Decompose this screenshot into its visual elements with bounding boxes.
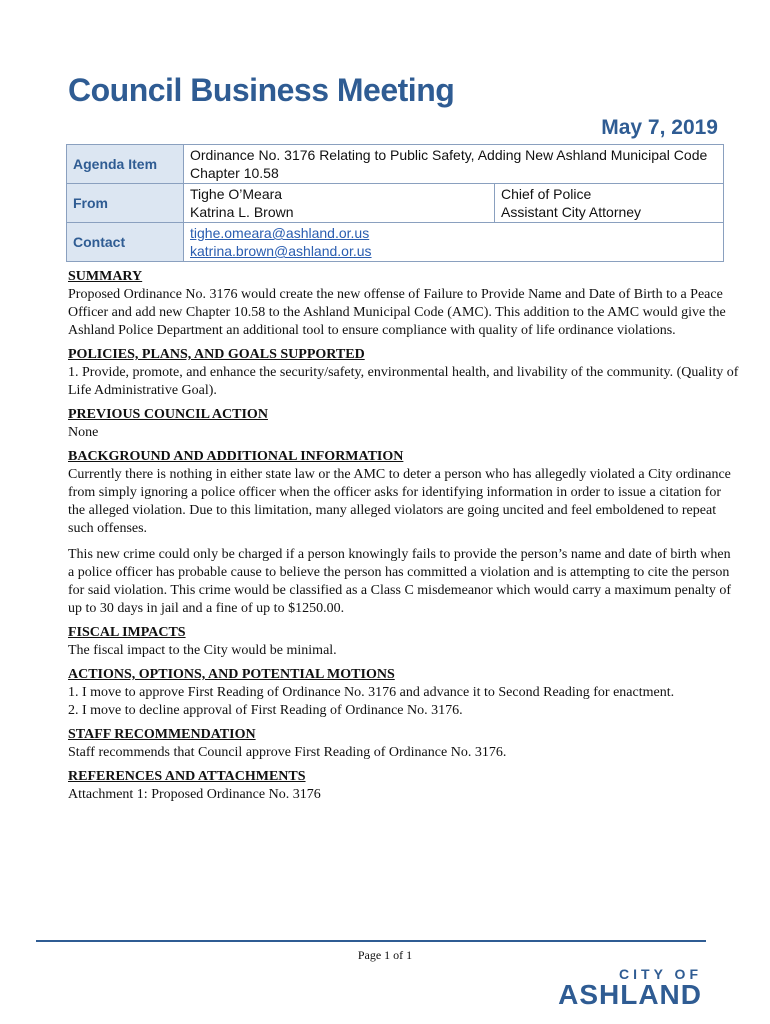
fiscal-text: The fiscal impact to the City would be minimal. (68, 643, 337, 658)
actions-section (68, 666, 740, 720)
staff-recommendation-text: Staff recommends that Council approve First Reading of Ordinance No. 3176. (68, 745, 507, 760)
agenda-item-value: Ordinance No. 3176 Relating to Public Safety, Adding New Ashland Municipal Code Chapter 10.58 (184, 145, 724, 184)
references-text: Attachment 1: Proposed Ordinance No. 3176 (68, 787, 321, 802)
summary-text: Proposed Ordinance No. 3176 would create the new offense of Failure to Provide Name and Date of Birth to a Peace Officer and add new Chapter 10.58 to the Ashland Municipal Code (AMC). This addition to the AMC would give the Ashland Police Department an additional tool to ensure compliance with quality of life ordinance violations. (68, 287, 726, 338)
summary-section (68, 268, 740, 340)
fiscal-section (68, 624, 740, 660)
summary-heading: SUMMARY (68, 269, 143, 284)
actions-heading: ACTIONS, OPTIONS, AND POTENTIAL MOTIONS (68, 667, 395, 682)
references-heading: REFERENCES AND ATTACHMENTS (68, 769, 306, 784)
contact-email-link-2[interactable]: katrina.brown@ashland.or.us (190, 243, 372, 259)
fiscal-heading: FISCAL IMPACTS (68, 625, 186, 640)
agenda-item-label: Agenda Item (67, 145, 184, 184)
from-title-2: Assistant City Attorney (501, 204, 642, 220)
meeting-date: May 7, 2019 (601, 116, 718, 139)
previous-action-text: None (68, 425, 99, 440)
from-name-1: Tighe O’Meara (190, 186, 283, 202)
logo-ashland: ASHLAND (558, 979, 702, 1010)
city-logo (558, 966, 702, 1008)
motion-item-1: 1. I move to approve First Reading of Ordinance No. 3176 and advance it to Second Reading for enactment. (68, 685, 675, 700)
page-number: Page 1 of 1 (357, 948, 413, 962)
background-paragraph-1: Currently there is nothing in either state law or the AMC to deter a person who has allegedly violated a City ordinance from simply ignoring a police officer when the officer asks for identifying information in order to issue a citation for the alleged violation. Due to this limitation, many alleged violators are going uncited and feel emboldened to repeat such offenses. (68, 467, 731, 536)
policies-heading: POLICIES, PLANS, AND GOALS SUPPORTED (68, 347, 365, 362)
references-section (68, 768, 740, 804)
logo-city-of: CITY OF (619, 966, 702, 982)
from-name-2: Katrina L. Brown (190, 204, 294, 220)
previous-action-section (68, 406, 740, 442)
background-section (68, 448, 740, 618)
from-label: From (67, 184, 184, 223)
report-body (68, 268, 740, 810)
page-title: Council Business Meeting (68, 72, 455, 108)
staff-recommendation-heading: STAFF RECOMMENDATION (68, 727, 256, 742)
background-heading: BACKGROUND AND ADDITIONAL INFORMATION (68, 449, 404, 464)
policies-text: 1. Provide, promote, and enhance the security/safety, environmental health, and livability of the community. (Quality of Life Administrative Goal). (68, 365, 739, 398)
contact-emails (184, 223, 724, 262)
from-title-1: Chief of Police (501, 186, 592, 202)
contact-row (67, 223, 724, 262)
footer-divider (36, 940, 706, 942)
from-row (67, 184, 724, 223)
policies-section (68, 346, 740, 400)
staff-recommendation-section (68, 726, 740, 762)
background-paragraph-2: This new crime could only be charged if a person knowingly fails to provide the person’s name and date of birth when a police officer has probable cause to believe the person has committed a violation and is attempting to cite the person for said violation. This crime would be classified as a Class C misdemeanor which would carry a maximum penalty of up to 30 days in jail and a fine of up to $1250.00. (68, 547, 732, 616)
agenda-info-table (66, 144, 724, 262)
from-titles (495, 184, 724, 223)
from-names (184, 184, 495, 223)
agenda-item-row (67, 145, 724, 184)
contact-label: Contact (67, 223, 184, 262)
motion-item-2: 2. I move to decline approval of First Reading of Ordinance No. 3176. (68, 703, 463, 718)
previous-action-heading: PREVIOUS COUNCIL ACTION (68, 407, 268, 422)
contact-email-link-1[interactable]: tighe.omeara@ashland.or.us (190, 225, 370, 241)
